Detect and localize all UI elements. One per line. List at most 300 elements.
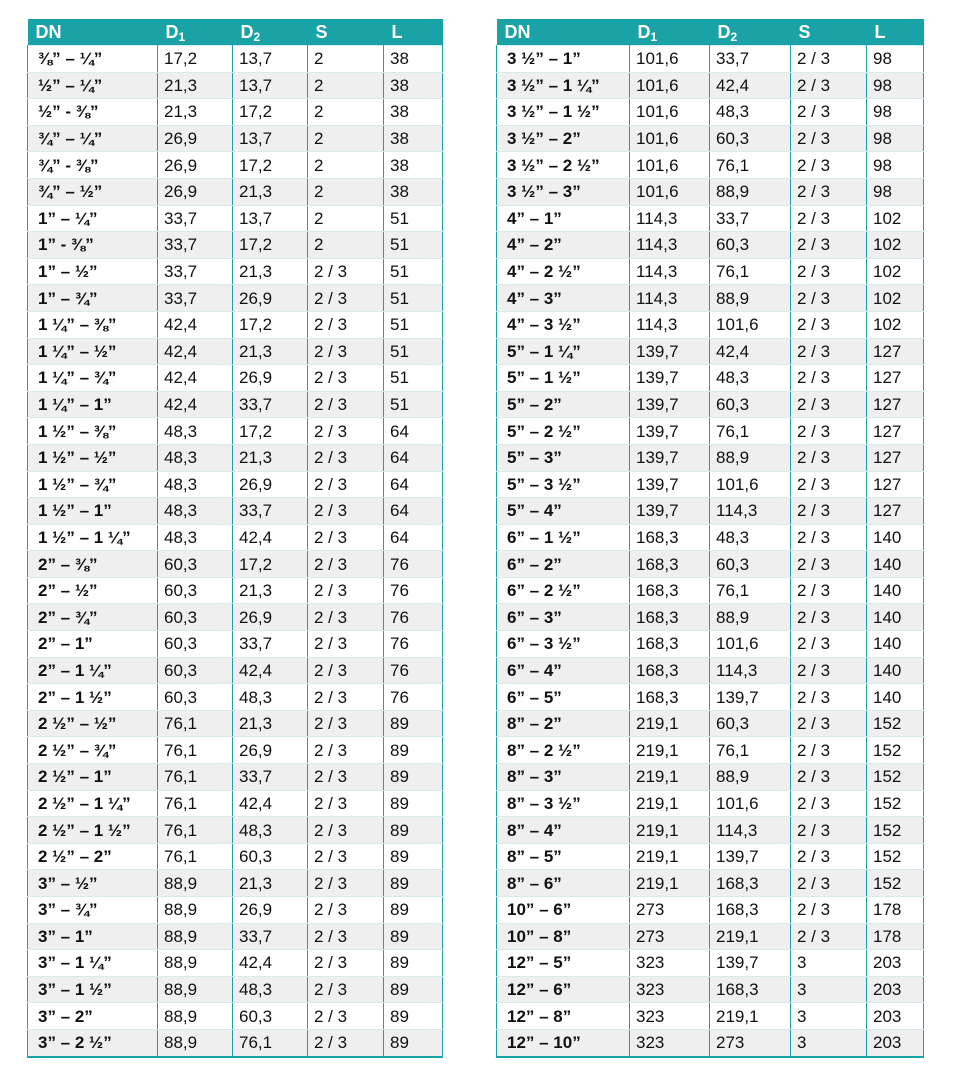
cell-s: 2 / 3 — [791, 923, 867, 950]
cell-s: 2 / 3 — [308, 817, 384, 844]
cell-s: 2 / 3 — [791, 311, 867, 338]
cell-l: 64 — [384, 471, 443, 498]
cell-d2: 48,3 — [233, 684, 308, 711]
table-row — [28, 923, 443, 950]
cell-s: 3 — [791, 976, 867, 1003]
cell-l: 51 — [384, 285, 443, 312]
cell-dn: 5” – 1 ½” — [497, 365, 630, 392]
cell-l: 140 — [867, 524, 924, 551]
cell-d2: 101,6 — [710, 311, 791, 338]
table-row — [28, 631, 443, 658]
dimension-table-right — [496, 19, 924, 1058]
table-row — [497, 657, 924, 684]
table-row — [28, 338, 443, 365]
cell-l: 152 — [867, 817, 924, 844]
cell-l: 51 — [384, 311, 443, 338]
cell-dn: 1 ½” – ¾” — [28, 471, 158, 498]
cell-dn: 8” – 3” — [497, 764, 630, 791]
cell-l: 152 — [867, 870, 924, 897]
cell-d2: 76,1 — [710, 418, 791, 445]
cell-d1: 219,1 — [630, 843, 710, 870]
cell-l: 127 — [867, 365, 924, 392]
cell-l: 51 — [384, 365, 443, 392]
cell-s: 2 / 3 — [791, 99, 867, 126]
cell-dn: 2 ½” – 2” — [28, 843, 158, 870]
cell-l: 89 — [384, 1029, 443, 1056]
cell-l: 152 — [867, 764, 924, 791]
cell-d2: 60,3 — [710, 710, 791, 737]
cell-dn: 1 ½” – ½” — [28, 444, 158, 471]
cell-l: 140 — [867, 631, 924, 658]
cell-l: 89 — [384, 843, 443, 870]
cell-d2: 88,9 — [710, 444, 791, 471]
cell-dn: 4” – 2” — [497, 232, 630, 259]
cell-s: 2 / 3 — [791, 790, 867, 817]
cell-d1: 42,4 — [158, 365, 233, 392]
table-row — [497, 72, 924, 99]
header-dn: DN — [497, 19, 630, 46]
cell-d1: 219,1 — [630, 870, 710, 897]
cell-dn: 12” – 10” — [497, 1029, 630, 1056]
cell-d1: 219,1 — [630, 710, 710, 737]
cell-dn: 6” – 4” — [497, 657, 630, 684]
table-row — [497, 897, 924, 924]
cell-l: 89 — [384, 870, 443, 897]
cell-s: 2 / 3 — [791, 843, 867, 870]
cell-s: 2 — [308, 152, 384, 179]
cell-d2: 21,3 — [233, 444, 308, 471]
cell-d2: 88,9 — [710, 285, 791, 312]
table-row — [28, 178, 443, 205]
cell-d1: 76,1 — [158, 737, 233, 764]
cell-l: 76 — [384, 577, 443, 604]
cell-d1: 60,3 — [158, 551, 233, 578]
cell-dn: 8” – 2 ½” — [497, 737, 630, 764]
cell-l: 152 — [867, 710, 924, 737]
cell-d1: 323 — [630, 1003, 710, 1030]
cell-d2: 219,1 — [710, 923, 791, 950]
cell-d2: 48,3 — [710, 365, 791, 392]
cell-dn: 12” – 6” — [497, 976, 630, 1003]
cell-l: 203 — [867, 1029, 924, 1056]
table-row — [497, 950, 924, 977]
cell-d1: 48,3 — [158, 498, 233, 525]
table-row — [497, 418, 924, 445]
cell-dn: 10” – 6” — [497, 897, 630, 924]
header-dn: DN — [28, 19, 158, 46]
cell-l: 51 — [384, 232, 443, 259]
cell-d2: 42,4 — [710, 72, 791, 99]
cell-s: 2 / 3 — [791, 897, 867, 924]
header-d1: $D_1$ — [630, 19, 710, 46]
table-row — [497, 577, 924, 604]
cell-d1: 60,3 — [158, 631, 233, 658]
cell-d1: 17,2 — [158, 46, 233, 73]
cell-s: 2 / 3 — [308, 604, 384, 631]
cell-l: 102 — [867, 311, 924, 338]
cell-dn: 2” – 1” — [28, 631, 158, 658]
table-row — [28, 764, 443, 791]
cell-d1: 114,3 — [630, 232, 710, 259]
cell-s: 2 / 3 — [308, 577, 384, 604]
cell-s: 2 — [308, 232, 384, 259]
table-row — [28, 710, 443, 737]
cell-s: 2 / 3 — [791, 444, 867, 471]
cell-d1: 26,9 — [158, 178, 233, 205]
table-row — [28, 657, 443, 684]
header-l: L — [384, 19, 443, 46]
cell-s: 2 / 3 — [791, 498, 867, 525]
cell-dn: ½” - ⅜” — [28, 99, 158, 126]
cell-s: 2 / 3 — [791, 178, 867, 205]
cell-d2: 42,4 — [233, 950, 308, 977]
cell-l: 178 — [867, 897, 924, 924]
table-row — [28, 577, 443, 604]
cell-dn: 8” – 4” — [497, 817, 630, 844]
table-row — [497, 498, 924, 525]
cell-s: 2 / 3 — [308, 311, 384, 338]
table-row — [28, 444, 443, 471]
cell-dn: ¾” - ⅜” — [28, 152, 158, 179]
cell-d1: 139,7 — [630, 498, 710, 525]
cell-d2: 76,1 — [710, 258, 791, 285]
cell-s: 2 / 3 — [308, 285, 384, 312]
cell-d1: 101,6 — [630, 178, 710, 205]
table-row — [28, 498, 443, 525]
cell-dn: 8” – 5” — [497, 843, 630, 870]
table-row — [497, 258, 924, 285]
cell-d2: 60,3 — [233, 843, 308, 870]
cell-dn: 1 ¼” – 1” — [28, 391, 158, 418]
cell-dn: 2” – ½” — [28, 577, 158, 604]
cell-d1: 101,6 — [630, 152, 710, 179]
cell-dn: 3 ½” – 2 ½” — [497, 152, 630, 179]
cell-s: 2 / 3 — [308, 843, 384, 870]
table-row — [28, 790, 443, 817]
cell-dn: 3” – ¾” — [28, 897, 158, 924]
cell-s: 2 / 3 — [791, 391, 867, 418]
cell-s: 2 / 3 — [791, 125, 867, 152]
cell-l: 89 — [384, 923, 443, 950]
table-row — [497, 125, 924, 152]
cell-d2: 168,3 — [710, 897, 791, 924]
cell-s: 2 / 3 — [308, 338, 384, 365]
cell-l: 152 — [867, 790, 924, 817]
cell-d1: 42,4 — [158, 338, 233, 365]
cell-dn: 6” – 2 ½” — [497, 577, 630, 604]
table-row — [497, 1029, 924, 1056]
cell-s: 2 — [308, 205, 384, 232]
cell-dn: 1 ½” – ⅜” — [28, 418, 158, 445]
cell-l: 89 — [384, 817, 443, 844]
table-row — [497, 365, 924, 392]
cell-l: 203 — [867, 976, 924, 1003]
cell-d1: 101,6 — [630, 72, 710, 99]
table-row — [28, 258, 443, 285]
cell-d1: 219,1 — [630, 737, 710, 764]
cell-d2: 26,9 — [233, 604, 308, 631]
cell-d2: 139,7 — [710, 843, 791, 870]
cell-d1: 48,3 — [158, 444, 233, 471]
cell-d2: 88,9 — [710, 604, 791, 631]
cell-dn: 2” – ¾” — [28, 604, 158, 631]
cell-l: 64 — [384, 418, 443, 445]
cell-l: 140 — [867, 657, 924, 684]
cell-dn: 6” – 1 ½” — [497, 524, 630, 551]
table-row — [28, 524, 443, 551]
cell-s: 2 / 3 — [791, 338, 867, 365]
cell-s: 2 / 3 — [791, 258, 867, 285]
cell-s: 2 / 3 — [791, 72, 867, 99]
cell-d1: 323 — [630, 976, 710, 1003]
cell-s: 2 / 3 — [791, 764, 867, 791]
cell-d1: 139,7 — [630, 471, 710, 498]
table-row — [28, 1003, 443, 1030]
cell-d1: 101,6 — [630, 99, 710, 126]
cell-d2: 139,7 — [710, 950, 791, 977]
cell-d1: 139,7 — [630, 391, 710, 418]
cell-l: 38 — [384, 125, 443, 152]
cell-l: 102 — [867, 232, 924, 259]
cell-l: 98 — [867, 99, 924, 126]
cell-d1: 21,3 — [158, 72, 233, 99]
cell-d2: 76,1 — [233, 1029, 308, 1056]
cell-s: 2 — [308, 72, 384, 99]
cell-d2: 48,3 — [233, 976, 308, 1003]
cell-d1: 114,3 — [630, 285, 710, 312]
table-row — [28, 604, 443, 631]
cell-l: 140 — [867, 684, 924, 711]
table-row — [28, 391, 443, 418]
cell-d2: 33,7 — [710, 205, 791, 232]
cell-d2: 33,7 — [710, 46, 791, 73]
cell-l: 98 — [867, 46, 924, 73]
cell-d2: 13,7 — [233, 205, 308, 232]
cell-l: 89 — [384, 976, 443, 1003]
cell-dn: 3” – ½” — [28, 870, 158, 897]
cell-d1: 76,1 — [158, 817, 233, 844]
cell-d2: 219,1 — [710, 1003, 791, 1030]
cell-s: 2 / 3 — [308, 790, 384, 817]
cell-dn: 2 ½” – 1” — [28, 764, 158, 791]
table-row — [28, 1029, 443, 1056]
table-row — [28, 99, 443, 126]
table-row — [497, 311, 924, 338]
cell-l: 89 — [384, 950, 443, 977]
cell-d2: 114,3 — [710, 498, 791, 525]
cell-dn: 3 ½” – 2” — [497, 125, 630, 152]
cell-dn: 2” – 1 ½” — [28, 684, 158, 711]
cell-d2: 26,9 — [233, 285, 308, 312]
cell-s: 2 / 3 — [308, 897, 384, 924]
cell-s: 2 / 3 — [308, 870, 384, 897]
cell-s: 2 — [308, 46, 384, 73]
cell-dn: ¾” – ½” — [28, 178, 158, 205]
cell-d2: 33,7 — [233, 923, 308, 950]
table-row — [497, 843, 924, 870]
table-row — [28, 365, 443, 392]
cell-d2: 101,6 — [710, 471, 791, 498]
cell-d1: 76,1 — [158, 764, 233, 791]
table-body — [28, 46, 443, 1057]
table-row — [497, 710, 924, 737]
cell-d1: 168,3 — [630, 684, 710, 711]
cell-d2: 26,9 — [233, 471, 308, 498]
cell-d1: 101,6 — [630, 125, 710, 152]
cell-l: 178 — [867, 923, 924, 950]
cell-dn: 6” – 3” — [497, 604, 630, 631]
cell-s: 2 / 3 — [308, 950, 384, 977]
cell-d1: 101,6 — [630, 46, 710, 73]
cell-d2: 114,3 — [710, 657, 791, 684]
cell-s: 2 / 3 — [791, 285, 867, 312]
cell-s: 2 / 3 — [308, 657, 384, 684]
cell-d2: 139,7 — [710, 684, 791, 711]
cell-dn: 4” – 3” — [497, 285, 630, 312]
cell-d1: 168,3 — [630, 577, 710, 604]
cell-dn: 5” – 3 ½” — [497, 471, 630, 498]
cell-d2: 48,3 — [710, 524, 791, 551]
cell-l: 102 — [867, 258, 924, 285]
cell-d1: 42,4 — [158, 391, 233, 418]
cell-d2: 168,3 — [710, 870, 791, 897]
cell-l: 127 — [867, 498, 924, 525]
cell-d2: 17,2 — [233, 232, 308, 259]
cell-dn: ⅜” – ¼” — [28, 46, 158, 73]
table-row — [497, 684, 924, 711]
cell-l: 98 — [867, 72, 924, 99]
dimension-table-left — [27, 19, 443, 1058]
table-row — [28, 418, 443, 445]
cell-d1: 219,1 — [630, 817, 710, 844]
cell-d2: 60,3 — [710, 232, 791, 259]
cell-s: 2 / 3 — [308, 498, 384, 525]
cell-s: 2 / 3 — [791, 657, 867, 684]
table-row — [497, 46, 924, 73]
cell-s: 3 — [791, 950, 867, 977]
cell-d2: 33,7 — [233, 631, 308, 658]
cell-d1: 219,1 — [630, 764, 710, 791]
cell-dn: 4” – 3 ½” — [497, 311, 630, 338]
cell-d1: 33,7 — [158, 285, 233, 312]
cell-s: 2 / 3 — [308, 418, 384, 445]
table-row — [28, 285, 443, 312]
cell-l: 38 — [384, 46, 443, 73]
cell-s: 2 / 3 — [308, 524, 384, 551]
cell-d1: 114,3 — [630, 258, 710, 285]
table-row — [28, 232, 443, 259]
cell-d1: 323 — [630, 1029, 710, 1056]
cell-l: 51 — [384, 391, 443, 418]
cell-s: 2 / 3 — [791, 471, 867, 498]
table-row — [497, 338, 924, 365]
cell-dn: 3” – 2” — [28, 1003, 158, 1030]
cell-l: 127 — [867, 444, 924, 471]
cell-s: 2 / 3 — [791, 684, 867, 711]
cell-s: 3 — [791, 1029, 867, 1056]
cell-d2: 13,7 — [233, 125, 308, 152]
cell-l: 38 — [384, 72, 443, 99]
cell-dn: 2” – ⅜” — [28, 551, 158, 578]
cell-l: 64 — [384, 498, 443, 525]
cell-l: 89 — [384, 1003, 443, 1030]
cell-d1: 273 — [630, 897, 710, 924]
table-row — [497, 631, 924, 658]
cell-d1: 168,3 — [630, 551, 710, 578]
cell-s: 2 / 3 — [791, 551, 867, 578]
table-row — [28, 152, 443, 179]
cell-d2: 42,4 — [233, 790, 308, 817]
cell-dn: 5” – 4” — [497, 498, 630, 525]
cell-l: 203 — [867, 1003, 924, 1030]
cell-dn: 2 ½” – 1 ¼” — [28, 790, 158, 817]
cell-d2: 21,3 — [233, 710, 308, 737]
table-row — [497, 471, 924, 498]
cell-dn: 8” – 3 ½” — [497, 790, 630, 817]
cell-d1: 76,1 — [158, 710, 233, 737]
cell-d2: 26,9 — [233, 365, 308, 392]
cell-d2: 21,3 — [233, 338, 308, 365]
cell-d1: 139,7 — [630, 338, 710, 365]
cell-dn: 8” – 6” — [497, 870, 630, 897]
cell-d2: 26,9 — [233, 897, 308, 924]
cell-l: 51 — [384, 205, 443, 232]
cell-s: 2 / 3 — [308, 684, 384, 711]
cell-d2: 48,3 — [710, 99, 791, 126]
cell-dn: 3” – 2 ½” — [28, 1029, 158, 1056]
table-row — [497, 178, 924, 205]
cell-d2: 48,3 — [233, 817, 308, 844]
cell-l: 38 — [384, 152, 443, 179]
cell-dn: 3 ½” – 1” — [497, 46, 630, 73]
cell-s: 2 / 3 — [791, 524, 867, 551]
cell-d1: 139,7 — [630, 444, 710, 471]
cell-d1: 26,9 — [158, 125, 233, 152]
cell-d1: 48,3 — [158, 418, 233, 445]
cell-l: 64 — [384, 524, 443, 551]
cell-dn: 3” – 1 ½” — [28, 976, 158, 1003]
cell-d1: 168,3 — [630, 631, 710, 658]
cell-d1: 42,4 — [158, 311, 233, 338]
cell-d2: 60,3 — [233, 1003, 308, 1030]
cell-dn: 3 ½” – 1 ½” — [497, 99, 630, 126]
cell-d2: 60,3 — [710, 551, 791, 578]
cell-d1: 21,3 — [158, 99, 233, 126]
cell-d2: 17,2 — [233, 152, 308, 179]
cell-d2: 101,6 — [710, 790, 791, 817]
cell-s: 2 / 3 — [791, 737, 867, 764]
cell-d2: 273 — [710, 1029, 791, 1056]
cell-d1: 114,3 — [630, 205, 710, 232]
cell-d2: 88,9 — [710, 178, 791, 205]
cell-d2: 33,7 — [233, 498, 308, 525]
cell-d2: 17,2 — [233, 311, 308, 338]
table-row — [28, 471, 443, 498]
table-row — [28, 46, 443, 73]
cell-d2: 76,1 — [710, 737, 791, 764]
cell-dn: 1” - ⅜” — [28, 232, 158, 259]
table-header — [28, 19, 443, 46]
cell-dn: 1 ½” – 1 ¼” — [28, 524, 158, 551]
header-s: S — [791, 19, 867, 46]
cell-l: 140 — [867, 604, 924, 631]
cell-dn: 1 ½” – 1” — [28, 498, 158, 525]
table-row — [28, 551, 443, 578]
cell-l: 64 — [384, 444, 443, 471]
cell-d2: 42,4 — [710, 338, 791, 365]
table-row — [497, 551, 924, 578]
cell-l: 89 — [384, 764, 443, 791]
